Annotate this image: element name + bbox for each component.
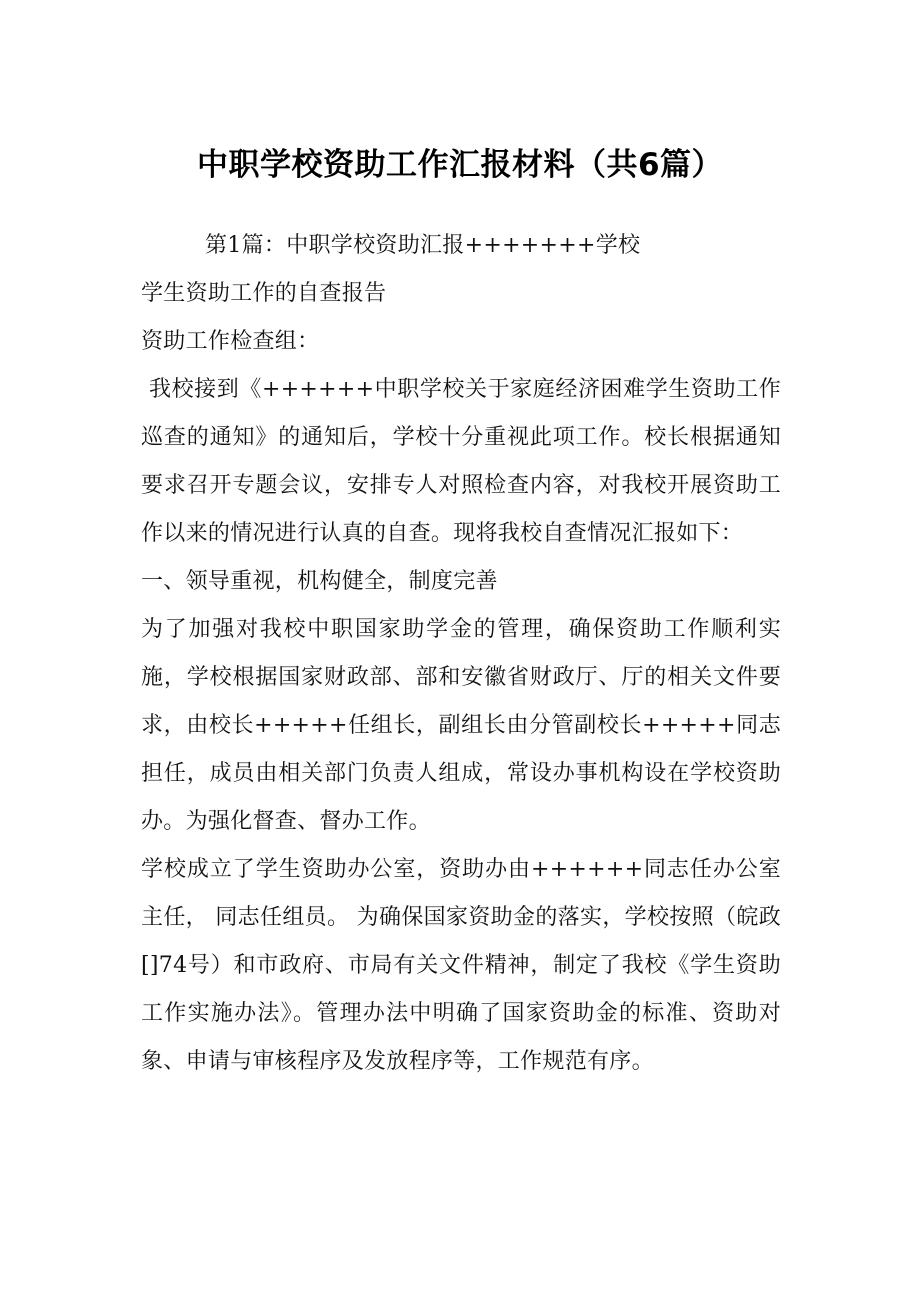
section-subtitle: 第1篇：中职学校资助汇报+++++++学校 — [205, 233, 641, 258]
paragraph-organization: 为了加强对我校中职国家助学金的管理，确保资助工作顺利实施，学校根据国家财政部、部和安徽省财政厅、厅的相关文件要求，由校长+++++任组长，副组长由分管副校长+++++同志担任，成员由相关部门负责人组成，常设办事机构设在学校资助办。为强化督查、督办工作。 — [141, 617, 781, 834]
report-subtitle: 学生资助工作的自查报告 — [141, 281, 387, 306]
salutation: 资助工作检查组： — [141, 329, 320, 354]
paragraph-office: 学校成立了学生资助办公室，资助办由++++++同志任办公室主任， 同志任组员。 为确保国家资助金的落实，学校按照（皖政[]74号）和市政府、市局有关文件精神，制定了我校《学生资助工作实施办法》。管理办法中明确了国家资助金的标准、资助对象、申请与审核程序及发放程序等，工作规范有序。 — [141, 857, 781, 1074]
section-heading-1: 一、领导重视，机构健全，制度完善 — [141, 569, 498, 594]
document-body — [141, 222, 781, 1086]
document-title: 中职学校资助工作汇报材料（共6篇） — [196, 147, 724, 183]
paragraph-intro: 我校接到《++++++中职学校关于家庭经济困难学生资助工作巡查的通知》的通知后，学校十分重视此项工作。校长根据通知要求召开专题会议，安排专人对照检查内容，对我校开展资助工作以来的情况进行认真的自查。现将我校自查情况汇报如下： — [141, 377, 781, 546]
